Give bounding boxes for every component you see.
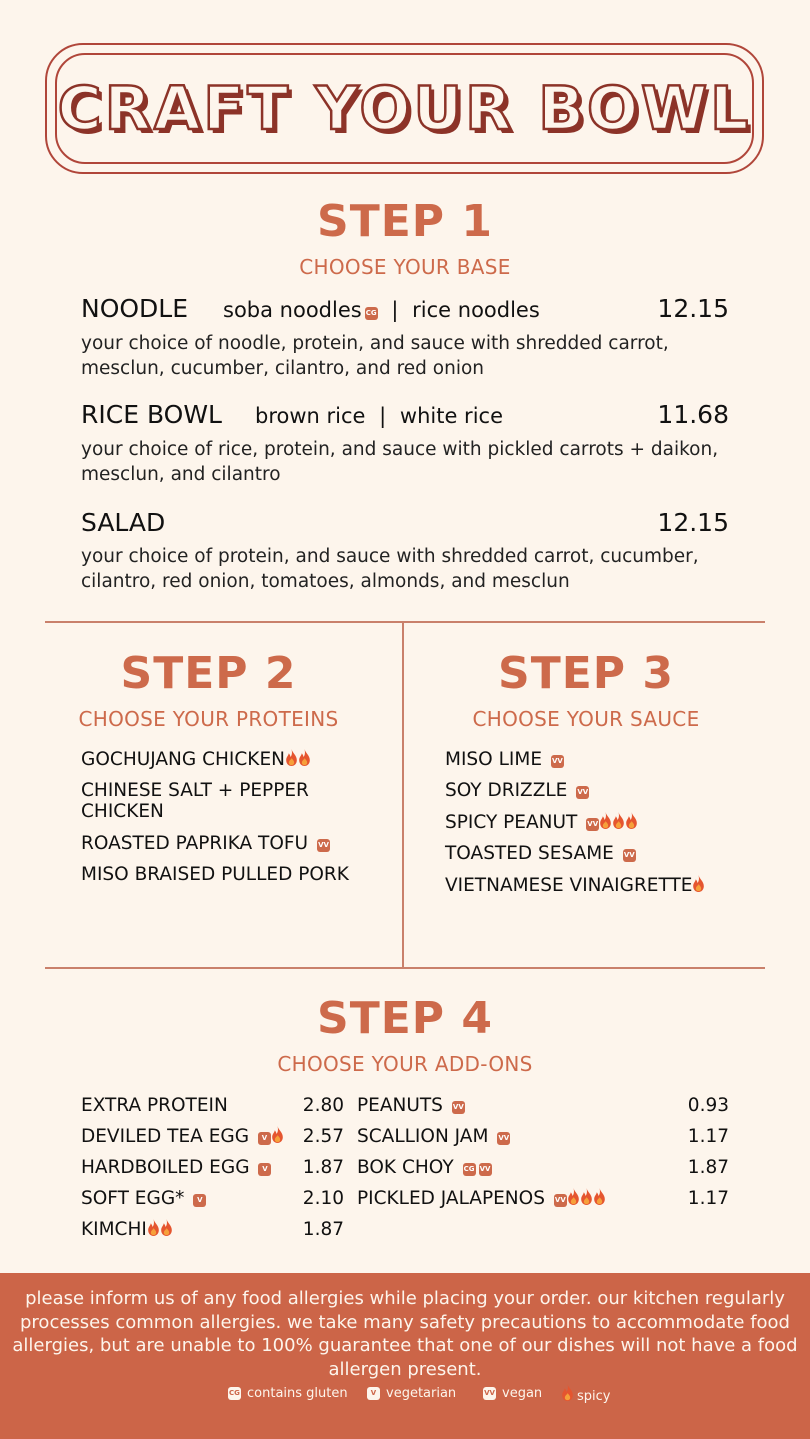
addon-price: 2.10 [302, 1188, 344, 1209]
base-price: 11.68 [657, 400, 729, 429]
option-white-rice: white rice [399, 404, 503, 428]
addon-item [81, 1188, 206, 1209]
sauce-name: TOASTED SESAME [445, 843, 614, 864]
spicy-icon [147, 1219, 160, 1236]
spicy-icon [625, 812, 638, 829]
spicy-icon [160, 1219, 173, 1236]
vegan-icon: VV [576, 786, 589, 799]
addon-item [81, 1157, 271, 1178]
spicy-icon [599, 812, 612, 829]
addon-price: 0.93 [687, 1095, 729, 1116]
sauce-item [445, 749, 564, 770]
protein-name: ROASTED PAPRIKA TOFU [81, 833, 309, 854]
protein-item [81, 864, 349, 885]
vegan-icon: VV [623, 849, 636, 862]
step4-heading: STEP 4 [317, 993, 493, 1044]
vegan-icon: VV [554, 1194, 567, 1207]
vegan-icon: VV [497, 1132, 510, 1145]
addon-item [357, 1188, 606, 1209]
allergy-notice: please inform us of any food allergies while placing your order. our kitchen regularly processes common allergies. we take many safety precautions to accommodate food allergies, but are unable to 100% guarantee that one of our dishes will not have a food allergen present. [12, 1288, 798, 1380]
addon-item [357, 1157, 492, 1178]
vegetarian-icon: V [193, 1194, 206, 1207]
addon-price: 1.17 [687, 1126, 729, 1147]
base-description: your choice of noodle, protein, and sauce with shredded carrot, mesclun, cucumber, cilantro, and red onion [81, 333, 669, 379]
base-description: your choice of rice, protein, and sauce with pickled carrots + daikon, mesclun, and cilantro [81, 439, 719, 485]
step3-subtitle: CHOOSE YOUR SAUCE [472, 707, 700, 731]
spicy-icon [298, 749, 311, 766]
vegan-icon: VV [586, 818, 599, 831]
protein-item [81, 749, 311, 770]
protein-name: CHINESE SALT + PEPPER CHICKEN [81, 780, 309, 822]
legend-vegetarian [367, 1386, 456, 1401]
step2-subtitle: CHOOSE YOUR PROTEINS [78, 707, 339, 731]
vegan-icon: VV [483, 1387, 496, 1400]
addon-name: SOFT EGG* [81, 1188, 185, 1209]
gluten-icon: CG [365, 307, 378, 320]
sauce-item [445, 875, 705, 896]
base-name: SALAD [81, 508, 166, 537]
base-options [255, 404, 503, 428]
option-rice-noodles: rice noodles [412, 298, 540, 322]
gluten-icon: CG [228, 1387, 241, 1400]
base-name: NOODLE [81, 294, 189, 323]
legend-vegan [483, 1386, 542, 1401]
sauce-name: SOY DRIZZLE [445, 780, 568, 801]
legend-label: contains gluten [247, 1386, 348, 1401]
base-options [223, 298, 540, 322]
addon-item [81, 1095, 228, 1116]
divider-bottom [45, 967, 765, 969]
vegan-icon: VV [479, 1163, 492, 1176]
addon-item [357, 1126, 510, 1147]
addon-name: BOK CHOY [357, 1157, 454, 1178]
spicy-icon [580, 1188, 593, 1205]
legend-label: spicy [577, 1389, 611, 1404]
option-soba: soba noodles [223, 298, 362, 322]
option-brown-rice: brown rice [255, 404, 366, 428]
protein-item [81, 833, 330, 854]
title-frame [45, 43, 764, 174]
addon-name: HARDBOILED EGG [81, 1157, 250, 1178]
addon-name: KIMCHI [81, 1219, 147, 1240]
addon-price: 1.87 [302, 1219, 344, 1240]
sauce-name: SPICY PEANUT [445, 812, 578, 833]
divider-top [45, 621, 765, 623]
step1-subtitle: CHOOSE YOUR BASE [299, 255, 511, 279]
legend-gluten [228, 1386, 348, 1401]
sauce-item [445, 780, 589, 801]
legend-spicy [561, 1384, 610, 1404]
allergy-footer [0, 1273, 810, 1439]
legend-label: vegan [502, 1386, 543, 1401]
spicy-icon [593, 1188, 606, 1205]
addon-item [81, 1126, 284, 1147]
protein-item [81, 780, 341, 822]
base-description: your choice of protein, and sauce with shredded carrot, cucumber, cilantro, red onion, tomatoes, almonds, and mesclun [81, 546, 699, 592]
sauce-name: MISO LIME [445, 749, 543, 770]
sauce-item [445, 843, 636, 864]
addon-price: 1.87 [687, 1157, 729, 1178]
addon-price: 2.80 [302, 1095, 344, 1116]
base-price: 12.15 [657, 508, 729, 537]
vegetarian-icon: V [367, 1387, 380, 1400]
step2-heading: STEP 2 [120, 648, 297, 699]
legend-label: vegetarian [386, 1386, 457, 1401]
addon-name: EXTRA PROTEIN [81, 1095, 228, 1116]
step3-heading: STEP 3 [498, 648, 674, 699]
vegan-icon: VV [452, 1101, 465, 1114]
addon-name: SCALLION JAM [357, 1126, 489, 1147]
spicy-icon [567, 1188, 580, 1205]
base-item-salad [81, 508, 729, 592]
base-item-rice-bowl [81, 400, 729, 485]
option-separator: | [379, 404, 387, 428]
spicy-icon [692, 875, 705, 892]
addon-name: PICKLED JALAPENOS [357, 1188, 545, 1209]
addon-item [81, 1219, 173, 1240]
vegan-icon: VV [551, 755, 564, 768]
base-item-noodle [81, 294, 729, 379]
protein-name: MISO BRAISED PULLED PORK [81, 864, 349, 885]
option-separator: | [391, 298, 399, 322]
vegetarian-icon: V [258, 1163, 271, 1176]
addon-price: 1.17 [687, 1188, 729, 1209]
gluten-icon: CG [463, 1163, 476, 1176]
step1-heading: STEP 1 [317, 196, 493, 247]
title-inner-frame [55, 53, 754, 164]
spicy-icon [285, 749, 298, 766]
spicy-icon [561, 1384, 574, 1401]
spicy-icon [612, 812, 625, 829]
sauce-item [445, 812, 638, 833]
base-name: RICE BOWL [81, 400, 222, 429]
addon-name: PEANUTS [357, 1095, 443, 1116]
base-price: 12.15 [657, 294, 729, 323]
vegan-icon: VV [317, 839, 330, 852]
sauce-name: VIETNAMESE VINAIGRETTE [445, 875, 693, 896]
addon-price: 1.87 [302, 1157, 344, 1178]
step4-subtitle: CHOOSE YOUR ADD-ONS [277, 1052, 533, 1076]
addon-name: DEVILED TEA EGG [81, 1126, 250, 1147]
vegetarian-icon: V [258, 1132, 271, 1145]
protein-name: GOCHUJANG CHICKEN [81, 749, 285, 770]
addon-item [357, 1095, 465, 1116]
addon-price: 2.57 [302, 1126, 344, 1147]
menu-title: CRAFT YOUR BOWL [57, 73, 752, 144]
